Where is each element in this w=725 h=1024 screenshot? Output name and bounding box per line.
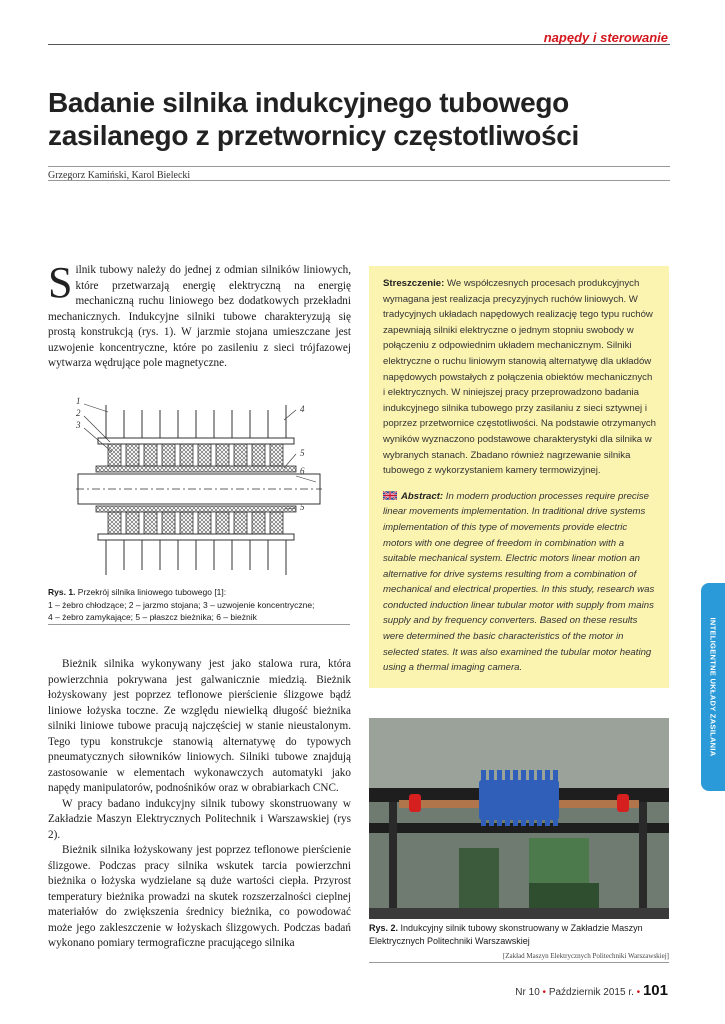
green-unit [529,838,589,883]
fig1-number: 5 [300,502,305,512]
right-cap [617,794,629,812]
abstract-en-text: In modern production processes require precise linear movements implementation. In traditional drive systems implementation of this type of movements provide electric motors with one degree of freedom in combination with a suitable mechanical system. Electric motors linear motion an alternative for drive systems resulting from a combination of mechanical and electrical properties. In this study, research was conducted induction linear tubular motor with supply from mains supply and by frequency converters. Based on these results were determined the basic characteristics of the motor in selected states. It was also examined the tubular motor heating using a thermal imaging camera. [383,490,655,674]
section-label: napędy i sterowanie [543,30,668,45]
authors-rule-top [48,166,670,167]
figure-2-rule [369,962,669,963]
figure-1-rule [48,624,350,625]
intro-text: ilnik tubowy należy do jednej z odmian silników liniowych, które przetwarzają energię elektryczną na energię mechaniczną ruchu liniowego bez dodatkowych przekładni mechanicznych. Indukcyjne silniki tubowe charakteryzują się prostą konstrukcją (rys. 1). W jarzmie stojana umieszczane jest uzwojenie koncentryczne, które po zasileniu z sieci trójfazowej wytwarza wędrujące pole magnetyczne. [48,264,351,369]
figure-1-label: Rys. 1. [48,587,76,597]
authors-rule-bottom [48,180,670,181]
uk-flag-icon [383,491,397,500]
page-number: 101 [642,982,668,999]
authors: Grzegorz Kamiński, Karol Bielecki [48,170,191,181]
figure-2-label: Rys. 2. [369,923,399,933]
stator-yoke-top [98,438,294,444]
body-paragraph: W pracy badano indukcyjny silnik tubowy skonstruowany w Zakładzie Maszyn Elektrycznych Politechnik i Warszawskiej (rys 2). [48,797,351,841]
abstract-en [383,489,657,676]
rotor-sleeve-bottom [96,506,296,512]
figure-2-caption-text: Indukcyjny silnik tubowy skonstruowany w Zakładzie Maszyn Elektrycznych Politechniki Warszawskiej [369,923,643,946]
fig1-number: 4 [300,404,305,414]
figure-1-caption-text: Przekrój silnika liniowego tubowego [1]: [77,587,227,597]
header-rule [48,44,670,45]
cooling-fins-top [106,405,286,438]
fig1-number: 2 [76,408,81,418]
fig1-number: 5 [300,448,305,458]
body-paragraph: Bieżnik silnika łożyskowany jest poprzez teflonowe pierścienie ślizgowe. Podczas pracy silnika wskutek tarcia powierzchni bieżnika o łożyska wydzielane są duże wartości ciepła. Przyrost temperatury bieżnika prowadzi na skutek rozszerzalności cieplnej materiałów do zwiększenia średnicy bieżnika, co powodować może jego zakleszczenie w łożyskach ślizgowych. Podczas badań wykonano pomiary termograficzne pracującego silnika [48,844,351,949]
abstract-pl-text: We współczesnych procesach produkcyjnych wymagana jest realizacja precyzyjnych ruchów liniowych. W tradycyjnych układach napędowych realizację tego typu ruchów zapewniają silniki elektryczne o jednym stopniu swobody w połączeniu z odpowiednim układem mechanicznym. Silniki elektryczne o ruchu liniowym stanowią alternatywę dla układów napędowych powstałych z połączenia obiektów mechanicznych i elektrycznych. W niniejszej pracy przeprowadzono badania indukcyjnego silnika tubowego przy zasilaniu z sieci sztywnej i poprzez przetwornice częstotliwości. Na podstawie otrzymanych wyników wyznaczono podstawowe charakterystyki dla silnika w wybranych stanach. Zbadano również nagrzewanie silnika tubowego z wykorzystaniem kamery termowizyjnej. [383,278,657,477]
intro-paragraph [48,258,351,372]
body-text [48,657,351,952]
article-title: Badanie silnika indukcyjnego tubowego zasilanego z przetwornicy częstotliwości [48,87,580,151]
abstract-pl [383,276,657,479]
fig1-number: 6 [300,466,305,476]
figure-2-credit: [Zakład Maszyn Elektrycznych Politechniki Warszawskiej] [502,952,669,960]
section-side-tab [701,583,725,791]
body-paragraph: Bieżnik silnika wykonywany jest jako stalowa rura, która powierzchnia pokrywana jest galwanicznie miedzią. Bieżnik łożyskowany jest poprzez teflonowe pierścienie ślizgowe bądź liniowe łożyska toczne. Ze względu niewielką długość bieżnika silniki liniowe tubowe pracują najczęściej w stanie nieustalonym. Tego typu konstrukcje stanowią alternatywę do typowych pneumatycznych siłowników liniowych. Silniki tubowe znajdują zastosowanie w elementach wykonawczych automatyki jako napędy manipulatorów, podnośników oraz w obrabiarkach CNC. [48,658,351,794]
abstract-pl-label: Streszczenie: [383,278,445,289]
figure-2-photo [369,718,669,919]
figure-1-legend-line-2: 4 – żebro zamykające; 5 – płaszcz bieżnika; 6 – bieżnik [48,612,257,622]
left-cap [409,794,421,812]
footer-date: Październik 2015 r. [548,987,634,998]
figure-1-caption [48,586,350,624]
drop-cap: S [48,258,73,307]
abstract-box [369,266,669,688]
stator-yoke-bottom [98,534,294,540]
fig1-number: 3 [76,420,81,430]
figure-2-caption [369,922,669,947]
page-footer [515,982,668,999]
abstract-en-label: Abstract: [401,490,444,502]
cooling-fins-bottom [106,540,286,575]
coils-top [108,444,283,466]
footer-bullet: • [542,987,547,998]
side-tab-label: INTELIGENTNE UKŁADY ZASILANIA [708,617,718,757]
footer-bullet: • [636,987,641,998]
figure-1-legend-line-1: 1 – żebro chłodzące; 2 – jarzmo stojana; 3 – uzwojenie koncentryczne; [48,599,315,610]
fig1-number: 1 [76,396,81,406]
coils-bottom [108,512,283,534]
figure-1-drawing [48,390,350,580]
footer-issue: Nr 10 [515,987,540,998]
rotor-sleeve-top [96,466,296,472]
